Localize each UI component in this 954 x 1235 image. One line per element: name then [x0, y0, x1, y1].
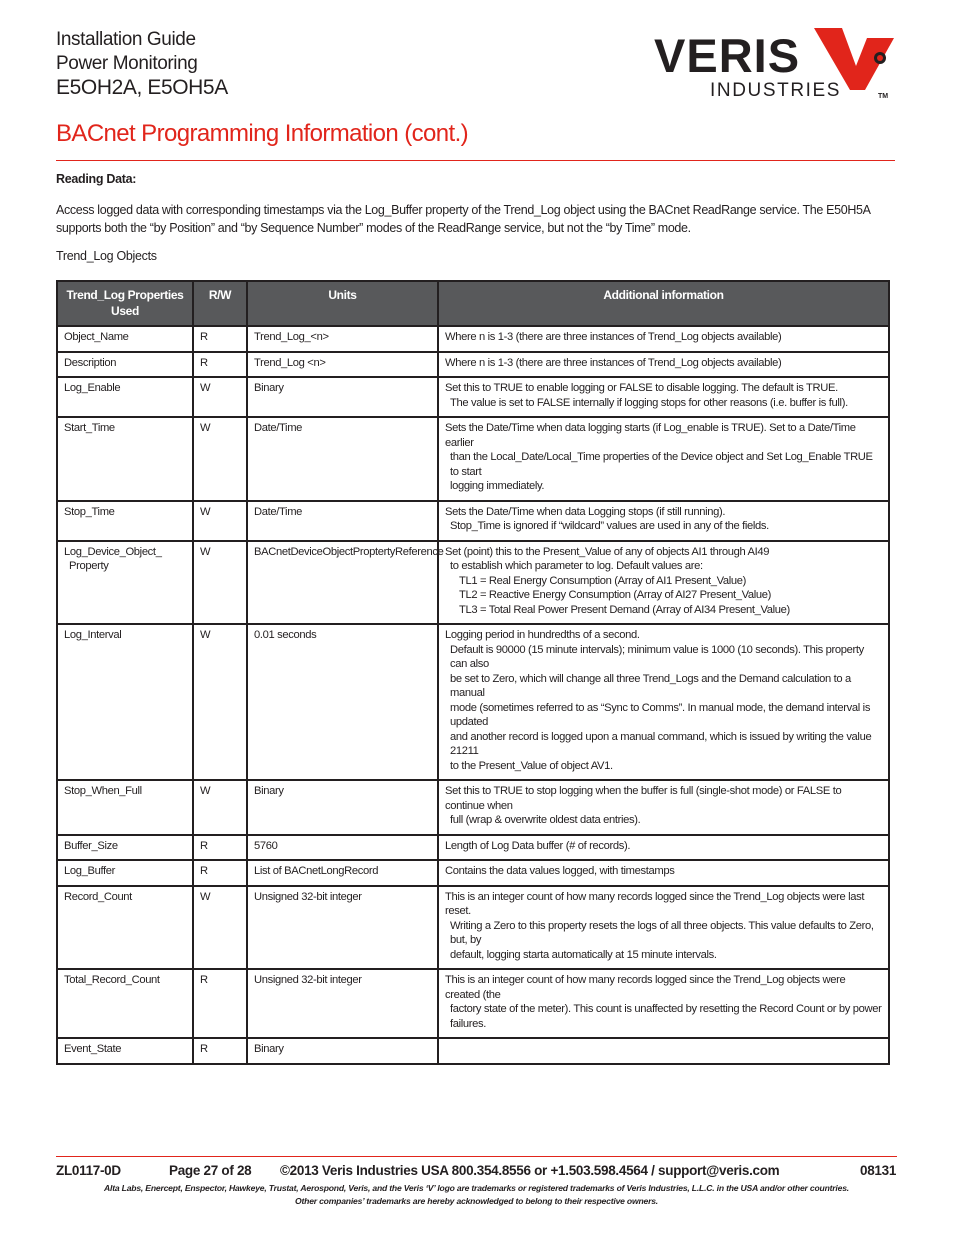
- cell-units: List of BACnetLongRecord: [247, 860, 438, 886]
- property-name-line: Log_Device_Object_: [64, 545, 162, 558]
- info-line: TL2 = Reactive Energy Consumption (Array of AI27 Present_Value): [459, 589, 771, 601]
- table-row: [57, 541, 889, 625]
- table-row: [57, 326, 889, 352]
- product-category: Power Monitoring: [56, 53, 198, 74]
- property-name-line: Stop_Time: [64, 505, 115, 518]
- cell-additional-info: [438, 417, 889, 501]
- table-row: [57, 624, 889, 780]
- cell-additional-info: [438, 780, 889, 835]
- cell-additional-info: [438, 835, 889, 861]
- cell-rw: W: [193, 624, 247, 780]
- property-name-line: Description: [64, 356, 117, 369]
- info-line: Stop_Time is ignored if “wildcard” values are used in any of the fields.: [450, 520, 769, 532]
- cell-additional-info: [438, 624, 889, 780]
- cell-rw: W: [193, 886, 247, 970]
- trademark-mark: TM: [878, 93, 889, 100]
- cell-additional-info: [438, 501, 889, 541]
- property-name-line: Property: [69, 560, 109, 572]
- cell-additional-info: [438, 969, 889, 1038]
- info-line: Sets the Date/Time when data Logging stops (if still running).: [445, 505, 726, 518]
- cell-property: [57, 541, 193, 625]
- cell-property: [57, 835, 193, 861]
- table-row: [57, 1038, 889, 1064]
- cell-property: [57, 969, 193, 1038]
- cell-units: Binary: [247, 1038, 438, 1064]
- footer-copyright-contact: ©2013 Veris Industries USA 800.354.8556 or +1.503.598.4564 / support@veris.com: [280, 1163, 780, 1178]
- cell-units: Date/Time: [247, 501, 438, 541]
- footer-doc-id: ZL0117-0D: [56, 1163, 121, 1178]
- cell-units: Trend_Log <n>: [247, 352, 438, 378]
- table-row: [57, 501, 889, 541]
- property-name-line: Event_State: [64, 1043, 122, 1055]
- info-line: Length of Log Data buffer (# of records).: [445, 839, 631, 852]
- property-name-line: Stop_When_Full: [64, 785, 142, 797]
- cell-property: [57, 352, 193, 378]
- cell-property: [57, 624, 193, 780]
- cell-property: [57, 886, 193, 970]
- cell-additional-info: [438, 886, 889, 970]
- info-line: Default is 90000 (15 minute intervals); minimum value is 1000 (10 seconds). This property can also: [450, 643, 864, 670]
- property-name-line: Record_Count: [64, 890, 132, 903]
- table-row: [57, 860, 889, 886]
- cell-additional-info: [438, 352, 889, 378]
- table-row: [57, 780, 889, 835]
- info-line: to establish which parameter to log. Default values are:: [450, 560, 703, 572]
- property-name-line: Object_Name: [64, 331, 129, 343]
- cell-units: Unsigned 32-bit integer: [247, 969, 438, 1038]
- cell-rw: W: [193, 541, 247, 625]
- cell-rw: R: [193, 1038, 247, 1064]
- info-line: Where n is 1-3 (there are three instances of Trend_Log objects available): [445, 356, 782, 369]
- cell-units: Trend_Log_<n>: [247, 326, 438, 352]
- section-title: BACnet Programming Information (cont.): [56, 120, 469, 147]
- cell-rw: R: [193, 835, 247, 861]
- info-line: default, logging starta automatically at 15 minute intervals.: [450, 948, 717, 961]
- cell-units: Binary: [247, 780, 438, 835]
- cell-additional-info: [438, 1038, 889, 1064]
- cell-property: [57, 1038, 193, 1064]
- veris-industries-logo: [654, 28, 896, 104]
- info-line: logging immediately.: [450, 480, 545, 492]
- property-name-line: Log_Interval: [64, 629, 122, 641]
- info-line: than the Local_Date/Local_Time properties of the Device object and Set Log_Enable TRUE to start: [450, 451, 873, 478]
- cell-additional-info: [438, 541, 889, 625]
- info-line: Where n is 1-3 (there are three instances of Trend_Log objects available): [445, 331, 782, 343]
- table-body: [57, 326, 889, 1064]
- cell-property: [57, 377, 193, 417]
- cell-units: Unsigned 32-bit integer: [247, 886, 438, 970]
- table-row: [57, 352, 889, 378]
- cell-rw: W: [193, 780, 247, 835]
- table-caption: Trend_Log Objects: [56, 249, 157, 263]
- info-line: Set (point) this to the Present_Value of any of objects AI1 through AI49: [445, 545, 770, 558]
- info-line: This is an integer count of how many records logged since the Trend_Log objects were last reset.: [445, 890, 865, 917]
- property-name-line: Log_Buffer: [64, 865, 116, 877]
- info-line: The value is set to FALSE internally if logging stops for other reasons (i.e. buffer is full).: [450, 396, 848, 409]
- table-row: [57, 969, 889, 1038]
- title-divider: [56, 160, 895, 161]
- info-line: Contains the data values logged, with timestamps: [445, 865, 675, 877]
- cell-rw: R: [193, 352, 247, 378]
- info-line: Writing a Zero to this property resets the logs of all three objects. This value defaults to Zero, but, by: [450, 919, 874, 946]
- cell-units: BACnetDeviceObjectProptertyReference: [247, 541, 438, 625]
- table-row: [57, 835, 889, 861]
- cell-property: [57, 860, 193, 886]
- cell-rw: R: [193, 326, 247, 352]
- reading-data-paragraph: Access logged data with corresponding timestamps via the Log_Buffer property of the Trend_Log object using the BACnet ReadRange service. The E50H5A supports both the “by Position” and “by Sequence Number” modes of the ReadRange service, but not the “by Time” mode.: [56, 203, 870, 235]
- reading-data-heading: Reading Data:: [56, 172, 137, 186]
- cell-units: 5760: [247, 835, 438, 861]
- cell-rw: W: [193, 417, 247, 501]
- property-name-line: Total_Record_Count: [64, 974, 160, 986]
- info-line: to the Present_Value of object AV1.: [450, 759, 613, 772]
- info-line: Logging period in hundredths of a second.: [445, 629, 640, 641]
- cell-units: Date/Time: [247, 417, 438, 501]
- cell-additional-info: [438, 860, 889, 886]
- header-additional-info: Additional information: [438, 281, 889, 326]
- cell-units: 0.01 seconds: [247, 624, 438, 780]
- property-name-line: Start_Time: [64, 422, 115, 434]
- info-line: TL1 = Real Energy Consumption (Array of AI1 Present_Value): [459, 574, 746, 587]
- info-line: Set this to TRUE to enable logging or FALSE to disable logging. The default is TRUE.: [445, 382, 838, 394]
- cell-rw: W: [193, 501, 247, 541]
- header-units: Units: [247, 281, 438, 326]
- cell-rw: R: [193, 969, 247, 1038]
- property-name-line: Log_Enable: [64, 382, 121, 394]
- trend-log-objects-table: [56, 280, 890, 1065]
- model-numbers: E5OH2A, E5OH5A: [56, 76, 228, 99]
- logo-wordmark: VERIS: [654, 29, 801, 82]
- cell-additional-info: [438, 377, 889, 417]
- info-line: and another record is logged upon a manual command, which is issued by writing the value 21211: [450, 730, 872, 757]
- header-rw: R/W: [193, 281, 247, 326]
- footer-page-number: Page 27 of 28: [169, 1163, 252, 1178]
- doc-type: Installation Guide: [56, 29, 196, 50]
- info-line: This is an integer count of how many records logged since the Trend_Log objects were created (the: [445, 974, 846, 1001]
- table-row: [57, 377, 889, 417]
- footer-divider: [56, 1156, 897, 1157]
- cell-rw: W: [193, 377, 247, 417]
- table-row: [57, 886, 889, 970]
- info-line: Set this to TRUE to stop logging when the buffer is full (single-shot mode) or FALSE to continue when: [445, 785, 842, 812]
- property-name-line: Buffer_Size: [64, 839, 118, 852]
- cell-property: [57, 780, 193, 835]
- table-row: [57, 417, 889, 501]
- info-line: TL3 = Total Real Power Present Demand (Array of AI34 Present_Value): [459, 603, 790, 616]
- info-line: failures.: [450, 1017, 487, 1030]
- info-line: Sets the Date/Time when data logging starts (if Log_enable is TRUE). Set to a Date/Time earlier: [445, 422, 856, 449]
- cell-rw: R: [193, 860, 247, 886]
- cell-property: [57, 501, 193, 541]
- header-property: Trend_Log Properties Used: [57, 281, 193, 326]
- info-line: full (wrap & overwrite oldest data entries).: [450, 814, 641, 826]
- footer-trademark-note: Alta Labs, Enercept, Enspector, Hawkeye, Trustat, Aerospond, Veris, and the Veris ‘V’ logo are trademarks or registered trademarks of Veris Industries, L.L.C. in the USA and/or other countries.: [104, 1183, 849, 1193]
- info-line: mode (sometimes referred to as “Sync to Comms”. In manual mode, the demand interval is updated: [450, 701, 871, 728]
- info-line: factory state of the meter). This count is unaffected by resetting the Record Count or by power: [450, 1003, 882, 1015]
- info-line: be set to Zero, which will change all three Trend_Logs and the Demand calculation to a manual: [450, 672, 851, 699]
- cell-property: [57, 326, 193, 352]
- table-header-row: [57, 281, 889, 326]
- cell-units: Binary: [247, 377, 438, 417]
- cell-additional-info: [438, 326, 889, 352]
- cell-property: [57, 417, 193, 501]
- footer-code: 08131: [860, 1163, 897, 1178]
- logo-subtitle: INDUSTRIES: [710, 80, 842, 101]
- document-title-block: [56, 28, 228, 100]
- footer-trademark-note-2: Other companies’ trademarks are hereby acknowledged to belong to their respective owners.: [295, 1196, 658, 1206]
